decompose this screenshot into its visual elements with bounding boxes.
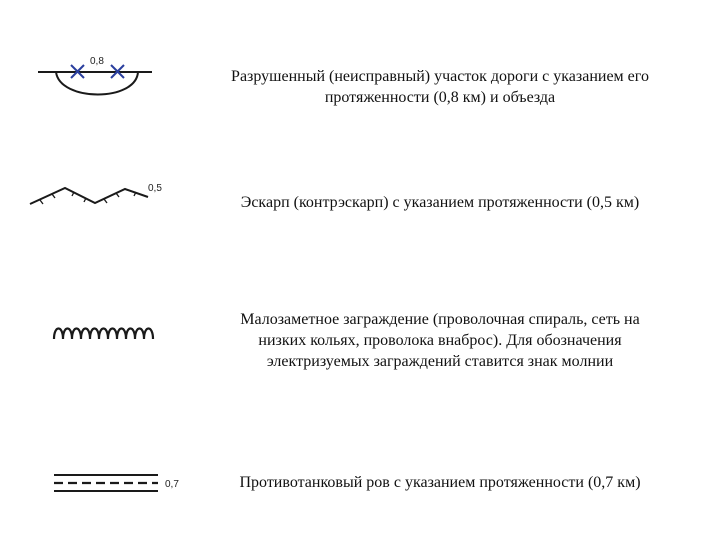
legend-description: Эскарп (контрэскарп) с указанием протяженности (0,5 км) [240, 194, 640, 211]
legend-row-antitank-ditch [0, 462, 720, 507]
antitank-ditch-symbol [0, 462, 200, 507]
destroyed-road-symbol [0, 50, 200, 120]
wire-spiral-symbol [0, 305, 200, 380]
legend-row-escarp [0, 175, 720, 225]
legend-row-destroyed-road [0, 50, 720, 120]
legend-description: Разрушенный (неисправный) участок дороги с указанием его протяженности (0,8 км) и объезда [231, 68, 649, 106]
legend-description: Противотанковый ров с указанием протяженности (0,7 км) [239, 474, 641, 491]
legend-row-low-visibility-obstacle [0, 305, 720, 380]
symbol-length-label: 0,5 [148, 183, 162, 194]
escarp-symbol [0, 175, 200, 225]
legend-description: Малозаметное заграждение (проволочная спираль, сеть на низких кольях, проволока внаброс). Для обозначения электризуемых заграждений ставится знак молнии [240, 311, 640, 370]
symbol-length-label: 0,8 [90, 56, 104, 67]
symbol-length-label: 0,7 [165, 479, 179, 490]
